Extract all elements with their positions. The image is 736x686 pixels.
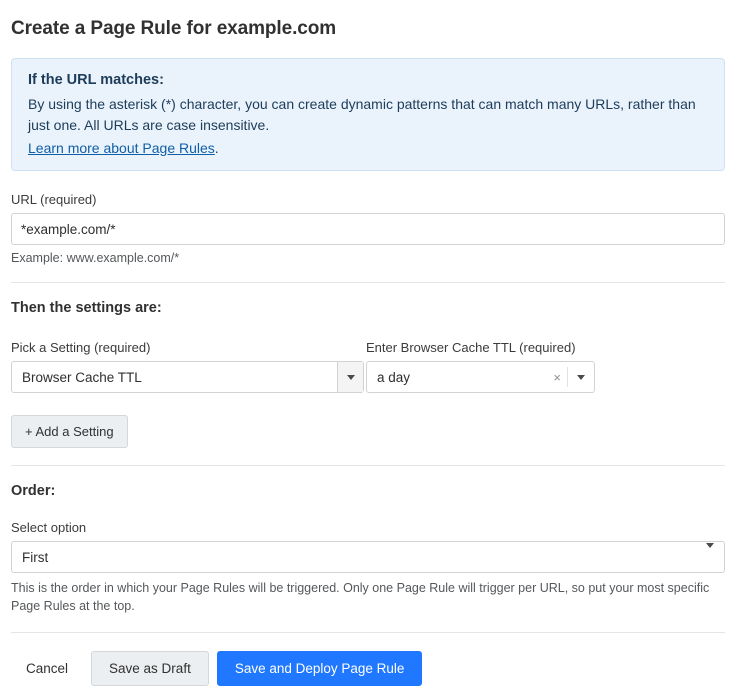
browser-cache-ttl-value: a day <box>377 369 411 385</box>
settings-row <box>11 319 725 393</box>
footer-actions <box>11 651 725 686</box>
callout-body: By using the asterisk (*) character, you can create dynamic patterns that can match many URLs, rather than just one. All URLs are case insensitive. <box>28 96 696 133</box>
chevron-down-icon <box>706 543 714 565</box>
cancel-button[interactable]: Cancel <box>11 651 83 686</box>
divider-order <box>11 465 725 466</box>
url-input[interactable] <box>11 213 725 245</box>
clear-icon[interactable]: × <box>553 369 561 385</box>
callout-heading: If the URL matches: <box>28 72 164 88</box>
page-title: Create a Page Rule for example.com <box>11 18 337 39</box>
chevron-down-icon <box>347 375 355 380</box>
page-rule-form <box>0 10 736 686</box>
chevron-down-icon <box>577 375 585 380</box>
order-dropdown-button[interactable] <box>706 548 724 566</box>
order-select-label: Select option <box>11 520 87 535</box>
setting-column <box>11 319 364 393</box>
order-hint: This is the order in which your Page Rules will be triggered. Only one Page Rule will trigger per URL, so put your most specific Page Rules at the top. <box>11 581 710 613</box>
order-heading: Order: <box>11 483 56 499</box>
url-field-hint: Example: www.example.com/* <box>11 251 180 265</box>
learn-more-link[interactable]: Learn more about Page Rules <box>28 140 215 156</box>
pick-setting-dropdown-button[interactable] <box>337 362 363 392</box>
url-match-callout <box>11 58 725 171</box>
divider-settings <box>11 282 725 283</box>
browser-cache-ttl-select[interactable] <box>366 361 595 393</box>
save-as-draft-button[interactable]: Save as Draft <box>91 651 209 686</box>
add-setting-button[interactable]: + Add a Setting <box>11 415 128 448</box>
pick-setting-select[interactable] <box>11 361 364 393</box>
pick-setting-value: Browser Cache TTL <box>22 369 142 385</box>
ttl-column <box>366 319 595 393</box>
callout-link-suffix: . <box>214 140 219 156</box>
settings-heading: Then the settings are: <box>11 300 162 316</box>
order-select-value: First <box>22 549 49 565</box>
ttl-dropdown-button[interactable] <box>568 375 594 380</box>
divider-footer <box>11 632 725 633</box>
callout-link-row <box>28 140 708 156</box>
url-field-label: URL (required) <box>11 192 97 207</box>
setting-label: Pick a Setting (required) <box>11 340 151 355</box>
order-select[interactable] <box>11 541 725 573</box>
save-and-deploy-button[interactable]: Save and Deploy Page Rule <box>217 651 423 686</box>
ttl-label: Enter Browser Cache TTL (required) <box>366 340 576 355</box>
